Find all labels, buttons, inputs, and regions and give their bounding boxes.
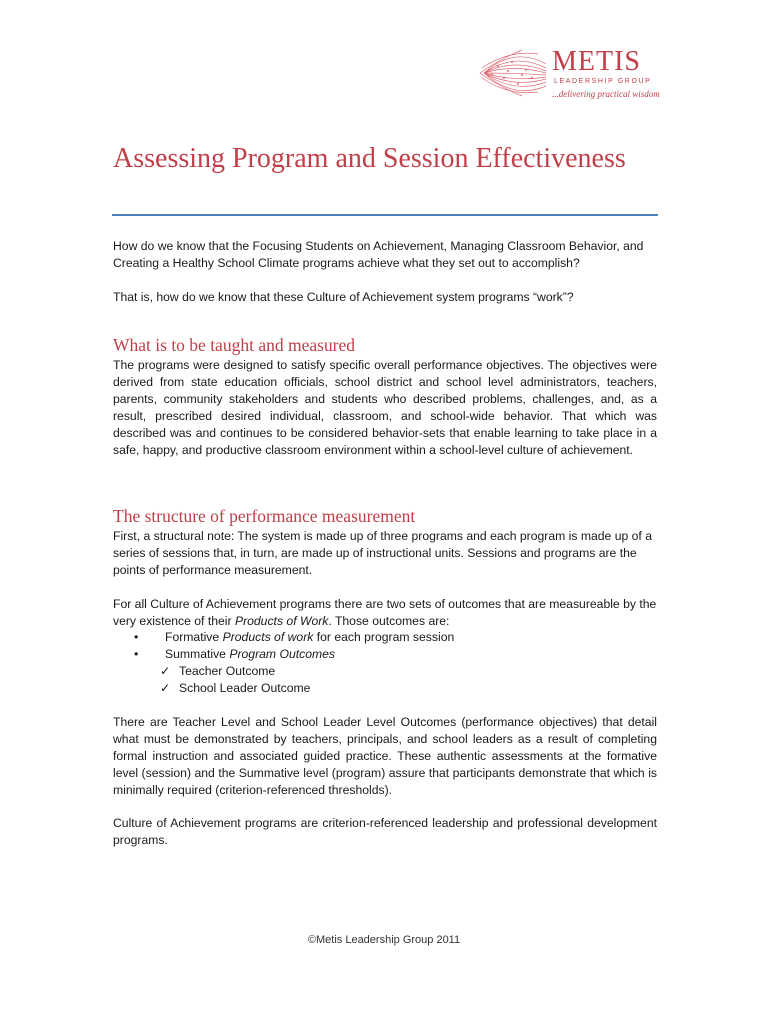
section2-paragraph-1: First, a structural note: The system is made up of three programs and each program is made up of a series of sessions that, in turn, are made up of instructional units. Sessions and programs are the points of performance measurement. <box>113 529 652 577</box>
list-item <box>113 680 657 697</box>
list-item <box>113 629 657 646</box>
bullet-suffix: for each program session <box>313 630 455 644</box>
p2-text-b: . Those outcomes are: <box>328 614 450 628</box>
bullet-prefix: Formative <box>165 630 223 644</box>
page-title: Assessing Program and Session Effectiveness <box>113 143 626 174</box>
page-footer: ©Metis Leadership Group 2011 <box>307 934 461 946</box>
checkmark-icon: ✓ <box>160 681 171 695</box>
bullet-icon: • <box>134 647 139 661</box>
feather-burst-icon <box>478 44 550 102</box>
check-item-label: School Leader Outcome <box>179 681 311 695</box>
p2-emphasis: Products of Work <box>234 614 329 628</box>
section2-paragraph-4: Culture of Achievement programs are criterion-referenced leadership and professional development programs. <box>113 816 657 847</box>
list-item <box>113 663 657 680</box>
section-heading-taught-measured: What is to be taught and measured <box>113 335 356 355</box>
bullet-prefix: Summative <box>165 647 230 661</box>
section1-body: The programs were designed to satisfy specific overall performance objectives. The objectives were derived from state education officials, school district and school level administrators, teachers, parents, community stakeholders and students who described problems, challenges, and, as a result, prescribed desired individual, classroom, and school-wide behavior. That which was described was and continues to be considered behavior-sets that enable learning to take place in a safe, happy, and productive classroom environment within a school-level culture of achievement. <box>113 358 657 457</box>
bullet-emphasis: Program Outcomes <box>229 647 336 661</box>
p2-text-a: For all Culture of Achievement programs there are two sets of outcomes that are measureable by the very existence of their <box>113 597 657 628</box>
logo-brand: METIS <box>552 46 641 77</box>
section2-paragraph-2 <box>113 596 657 630</box>
outcomes-list <box>113 629 657 697</box>
intro-paragraph-2: That is, how do we know that these Culture of Achievement system programs “work”? <box>113 290 574 304</box>
title-divider <box>112 214 658 216</box>
bullet-icon: • <box>134 630 139 644</box>
bullet-emphasis: Products of work <box>222 630 314 644</box>
checkmark-icon: ✓ <box>160 664 171 678</box>
logo-tagline: ...delivering practical wisdom <box>552 89 660 99</box>
section-heading-structure: The structure of performance measurement <box>113 506 416 526</box>
intro-paragraph-1: How do we know that the Focusing Students on Achievement, Managing Classroom Behavior, and Creating a Healthy School Climate programs achieve what they set out to accomplish? <box>113 239 644 270</box>
metis-logo <box>478 44 663 104</box>
check-item-label: Teacher Outcome <box>179 664 276 678</box>
section2-paragraph-3: There are Teacher Level and School Leader Level Outcomes (performance objectives) that detail what must be demonstrated by teachers, principals, and school leaders as a result of completing formal instruction and associated guided practice. These authentic assessments at the formative level (session) and the Summative level (program) assure that participants demonstrate that which is minimally required (criterion-referenced thresholds). <box>113 715 657 797</box>
logo-subtitle: LEADERSHIP GROUP <box>554 78 652 85</box>
list-item <box>113 646 657 663</box>
